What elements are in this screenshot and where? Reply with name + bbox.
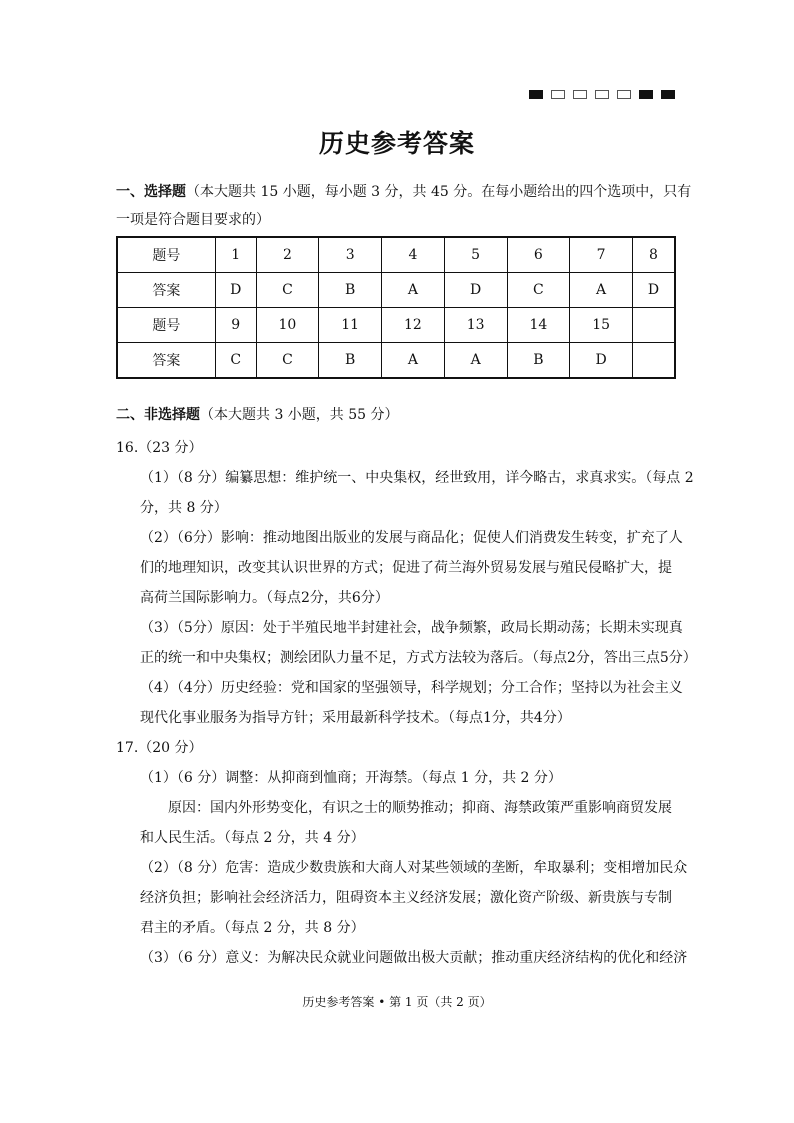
- table-cell: [632, 343, 675, 379]
- answer-line: 原因：国内外形势变化，有识之士的顺势推动；抑商、海禁政策严重影响商贸发展: [168, 800, 672, 816]
- table-cell: 答案: [117, 343, 215, 379]
- table-cell: D: [570, 343, 633, 379]
- table-cell: C: [256, 343, 319, 379]
- table-cell: D: [632, 273, 675, 308]
- table-cell: C: [215, 343, 256, 379]
- header-mark-empty-2: [573, 90, 587, 99]
- table-cell: 答案: [117, 273, 215, 308]
- answer-table: [116, 236, 676, 379]
- table-cell: 9: [215, 308, 256, 343]
- page-title: 历史参考答案: [318, 129, 475, 158]
- answer-line: （2）（6分）影响：推动地图出版业的发展与商品化；促使人们消费发生转变，扩充了人: [140, 530, 683, 546]
- table-cell: B: [507, 343, 570, 379]
- section1-label: 一、选择题: [116, 184, 186, 200]
- table-cell: D: [215, 273, 256, 308]
- answer-line: 现代化事业服务为指导方针；采用最新科学技术。（每点1分，共4分）: [140, 710, 571, 726]
- question-17-heading: 17.（20 分）: [116, 740, 203, 756]
- answer-line: 君主的矛盾。（每点 2 分，共 8 分）: [140, 920, 365, 936]
- table-cell: 8: [632, 237, 675, 273]
- table-cell: D: [444, 273, 507, 308]
- table-cell: 题号: [117, 308, 215, 343]
- table-cell: 11: [319, 308, 382, 343]
- header-mark-filled-2: [639, 90, 653, 99]
- header-mark-empty-3: [595, 90, 609, 99]
- table-row: [117, 308, 675, 343]
- table-cell: 6: [507, 237, 570, 273]
- answer-line: （1）（8 分）编纂思想：维护统一、中央集权，经世致用，详今略古，求真求实。（每点 2: [140, 470, 694, 486]
- answer-line: （3）（6 分）意义：为解决民众就业问题做出极大贡献；推动重庆经济结构的优化和经济: [140, 950, 688, 966]
- table-cell: B: [319, 273, 382, 308]
- header-mark-empty-4: [617, 90, 631, 99]
- section1-heading: [116, 177, 691, 207]
- section2-desc: （本大题共 3 小题，共 55 分）: [200, 407, 399, 423]
- table-cell: 题号: [117, 237, 215, 273]
- answer-line: （1）（6 分）调整：从抑商到恤商；开海禁。（每点 1 分，共 2 分）: [140, 770, 562, 786]
- answer-line: 经济负担；影响社会经济活力，阻碍资本主义经济发展；激化资产阶级、新贵族与专制: [140, 890, 672, 906]
- answer-line: 正的统一和中央集权；测绘团队力量不足，方式方法较为落后。（每点2分，答出三点5分）: [140, 650, 697, 666]
- header-mark-filled-1: [529, 90, 543, 99]
- answer-line: 们的地理知识，改变其认识世界的方式；促进了荷兰海外贸易发展与殖民侵略扩大，提: [140, 560, 672, 576]
- answer-line: （2）（8 分）危害：造成少数贵族和大商人对某些领域的垄断，牟取暴利；变相增加民众: [140, 860, 688, 876]
- table-cell: B: [319, 343, 382, 379]
- table-cell: 5: [444, 237, 507, 273]
- table-cell: 4: [382, 237, 445, 273]
- section2-heading: [116, 400, 399, 430]
- table-cell: 10: [256, 308, 319, 343]
- header-marks: [529, 90, 675, 99]
- section2-label: 二、非选择题: [116, 407, 200, 423]
- question-16-heading: 16.（23 分）: [116, 440, 203, 456]
- table-row: [117, 273, 675, 308]
- table-row: [117, 343, 675, 379]
- table-cell: C: [507, 273, 570, 308]
- table-cell: A: [382, 273, 445, 308]
- table-cell: [632, 308, 675, 343]
- answer-line: 高荷兰国际影响力。（每点2分，共6分）: [140, 590, 389, 606]
- answer-line: 分，共 8 分）: [140, 500, 228, 516]
- answer-line: 和人民生活。（每点 2 分，共 4 分）: [140, 830, 365, 846]
- table-cell: C: [256, 273, 319, 308]
- section1-desc-line1: （本大题共 15 小题，每小题 3 分，共 45 分。在每小题给出的四个选项中，只有: [186, 184, 692, 200]
- header-mark-filled-3: [661, 90, 675, 99]
- section1-desc-line2: 一项是符合题目要求的）: [116, 212, 270, 228]
- header-mark-empty-1: [551, 90, 565, 99]
- table-cell: 14: [507, 308, 570, 343]
- table-cell: A: [382, 343, 445, 379]
- table-cell: 1: [215, 237, 256, 273]
- table-cell: A: [570, 273, 633, 308]
- table-cell: 2: [256, 237, 319, 273]
- table-cell: 15: [570, 308, 633, 343]
- table-cell: 3: [319, 237, 382, 273]
- table-cell: 12: [382, 308, 445, 343]
- page-footer: 历史参考答案 • 第 1 页（共 2 页）: [302, 995, 492, 1009]
- answer-line: （4）（4分）历史经验：党和国家的坚强领导，科学规划；分工合作；坚持以为社会主义: [140, 680, 683, 696]
- table-cell: 13: [444, 308, 507, 343]
- table-cell: 7: [570, 237, 633, 273]
- table-row: [117, 237, 675, 273]
- table-cell: A: [444, 343, 507, 379]
- answer-line: （3）（5分）原因：处于半殖民地半封建社会，战争频繁，政局长期动荡；长期未实现真: [140, 620, 683, 636]
